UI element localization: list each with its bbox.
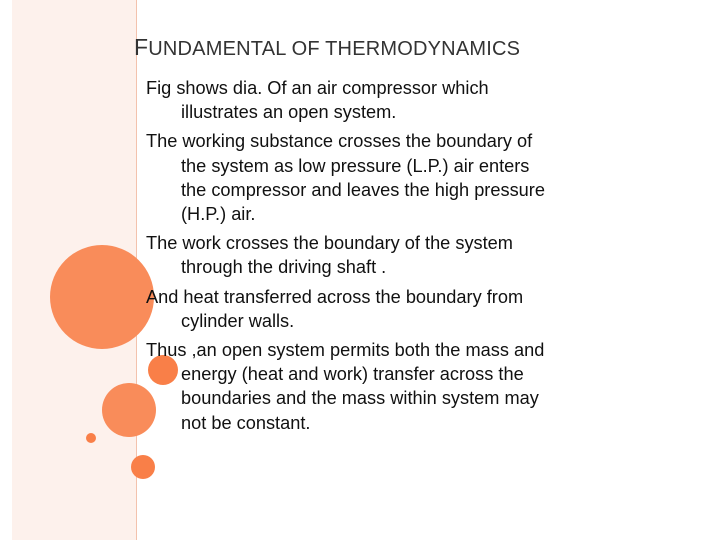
decorative-circle-large — [50, 245, 154, 349]
paragraph-line: the system as low pressure (L.P.) air enters — [181, 155, 530, 176]
title-text: UNDAMENTAL OF THERMODYNAMICS — [148, 38, 521, 60]
paragraph — [146, 285, 636, 333]
paragraph-line: cylinder walls. — [181, 310, 295, 331]
paragraph — [146, 231, 636, 279]
paragraph-line: Thus ,an open system permits both the mass and — [146, 340, 545, 361]
paragraph-line: Fig shows dia. Of an air compressor which — [146, 78, 489, 98]
paragraph-line: (H.P.) air. — [181, 204, 256, 225]
paragraph-line: illustrates an open system. — [181, 102, 397, 123]
decorative-circle-small — [131, 455, 155, 479]
decorative-circle-tiny — [86, 433, 96, 443]
paragraph — [146, 129, 636, 226]
paragraph-line: the compressor and leaves the high pressure — [181, 179, 545, 200]
paragraph-line: energy (heat and work) transfer across the — [181, 364, 524, 385]
paragraph-line: The working substance crosses the boundary of — [146, 131, 533, 152]
title-initial: F — [134, 34, 149, 60]
slide-title — [134, 34, 520, 61]
paragraph-line: The work crosses the boundary of the system — [146, 233, 513, 254]
paragraph — [146, 76, 636, 124]
paragraph-line: not be constant. — [181, 412, 311, 433]
slide-body — [146, 76, 636, 440]
paragraph — [146, 338, 636, 435]
paragraph-line: boundaries and the mass within system may — [181, 388, 539, 409]
paragraph-line: And heat transferred across the boundary from — [146, 286, 524, 307]
paragraph-line: through the driving shaft . — [181, 257, 387, 278]
